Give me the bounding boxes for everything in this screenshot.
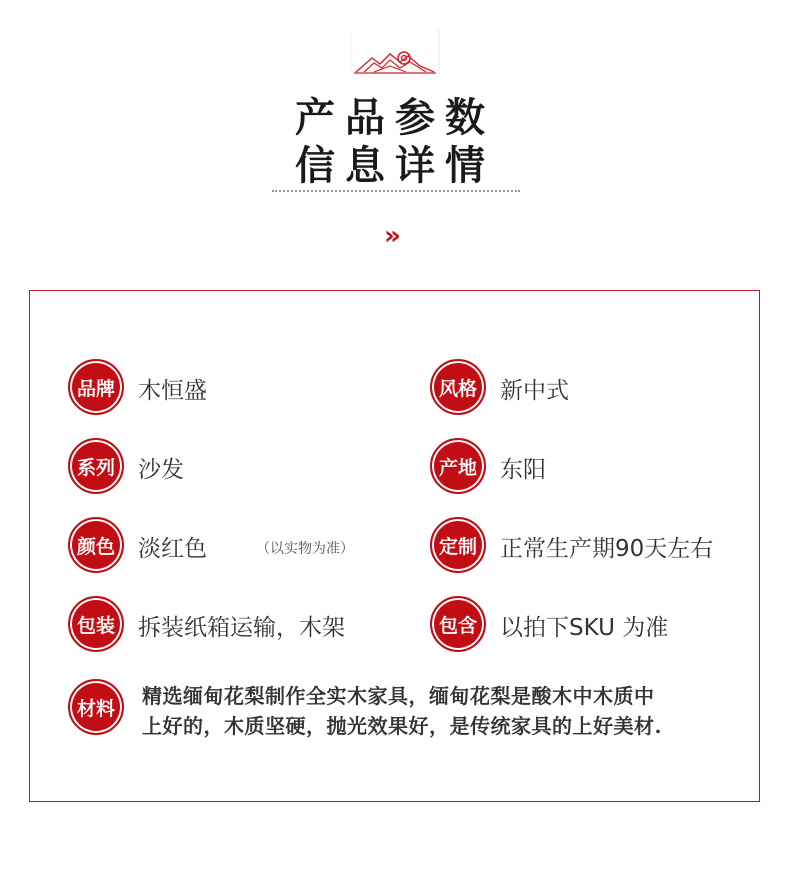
custom-label: 定制 (438, 535, 477, 558)
series-value: 沙发 (138, 457, 184, 483)
series-badge (68, 438, 124, 494)
page-title-line-2: 信息详情 (295, 142, 495, 189)
origin-value: 东阳 (500, 457, 546, 483)
material-description-line-2: 上好的，木质坚硬，抛光效果好，是传统家具的上好美材. (142, 714, 662, 738)
double-chevron-right-icon: » (384, 221, 401, 251)
color-label: 颜色 (76, 535, 115, 558)
brand-value: 木恒盛 (138, 378, 207, 404)
included-badge (430, 596, 486, 652)
packaging-value: 拆装纸箱运输，木架 (138, 615, 345, 641)
color-badge (68, 517, 124, 573)
material-label: 材料 (76, 697, 115, 720)
mountain-sun-icon (350, 28, 440, 76)
origin-label: 产地 (438, 456, 477, 479)
color-value: 淡红色 (138, 536, 207, 562)
custom-badge (430, 517, 486, 573)
included-value: 以拍下SKU 为准 (500, 615, 669, 641)
style-badge (430, 359, 486, 415)
material-description-line-1: 精选缅甸花梨制作全实木家具，缅甸花梨是酸木中木质中 (142, 684, 655, 708)
style-label: 风格 (438, 377, 477, 400)
color-note: （以实物为准） (256, 541, 354, 557)
packaging-label: 包装 (76, 614, 115, 637)
brand-label: 品牌 (76, 377, 115, 400)
origin-badge (430, 438, 486, 494)
material-badge (68, 679, 124, 735)
page-title-line-1: 产品参数 (295, 94, 495, 141)
included-label: 包含 (438, 614, 477, 637)
dotted-divider (272, 190, 520, 192)
style-value: 新中式 (500, 378, 569, 404)
packaging-badge (68, 596, 124, 652)
custom-value: 正常生产期90天左右 (500, 536, 714, 562)
series-label: 系列 (76, 456, 115, 479)
brand-badge (68, 359, 124, 415)
